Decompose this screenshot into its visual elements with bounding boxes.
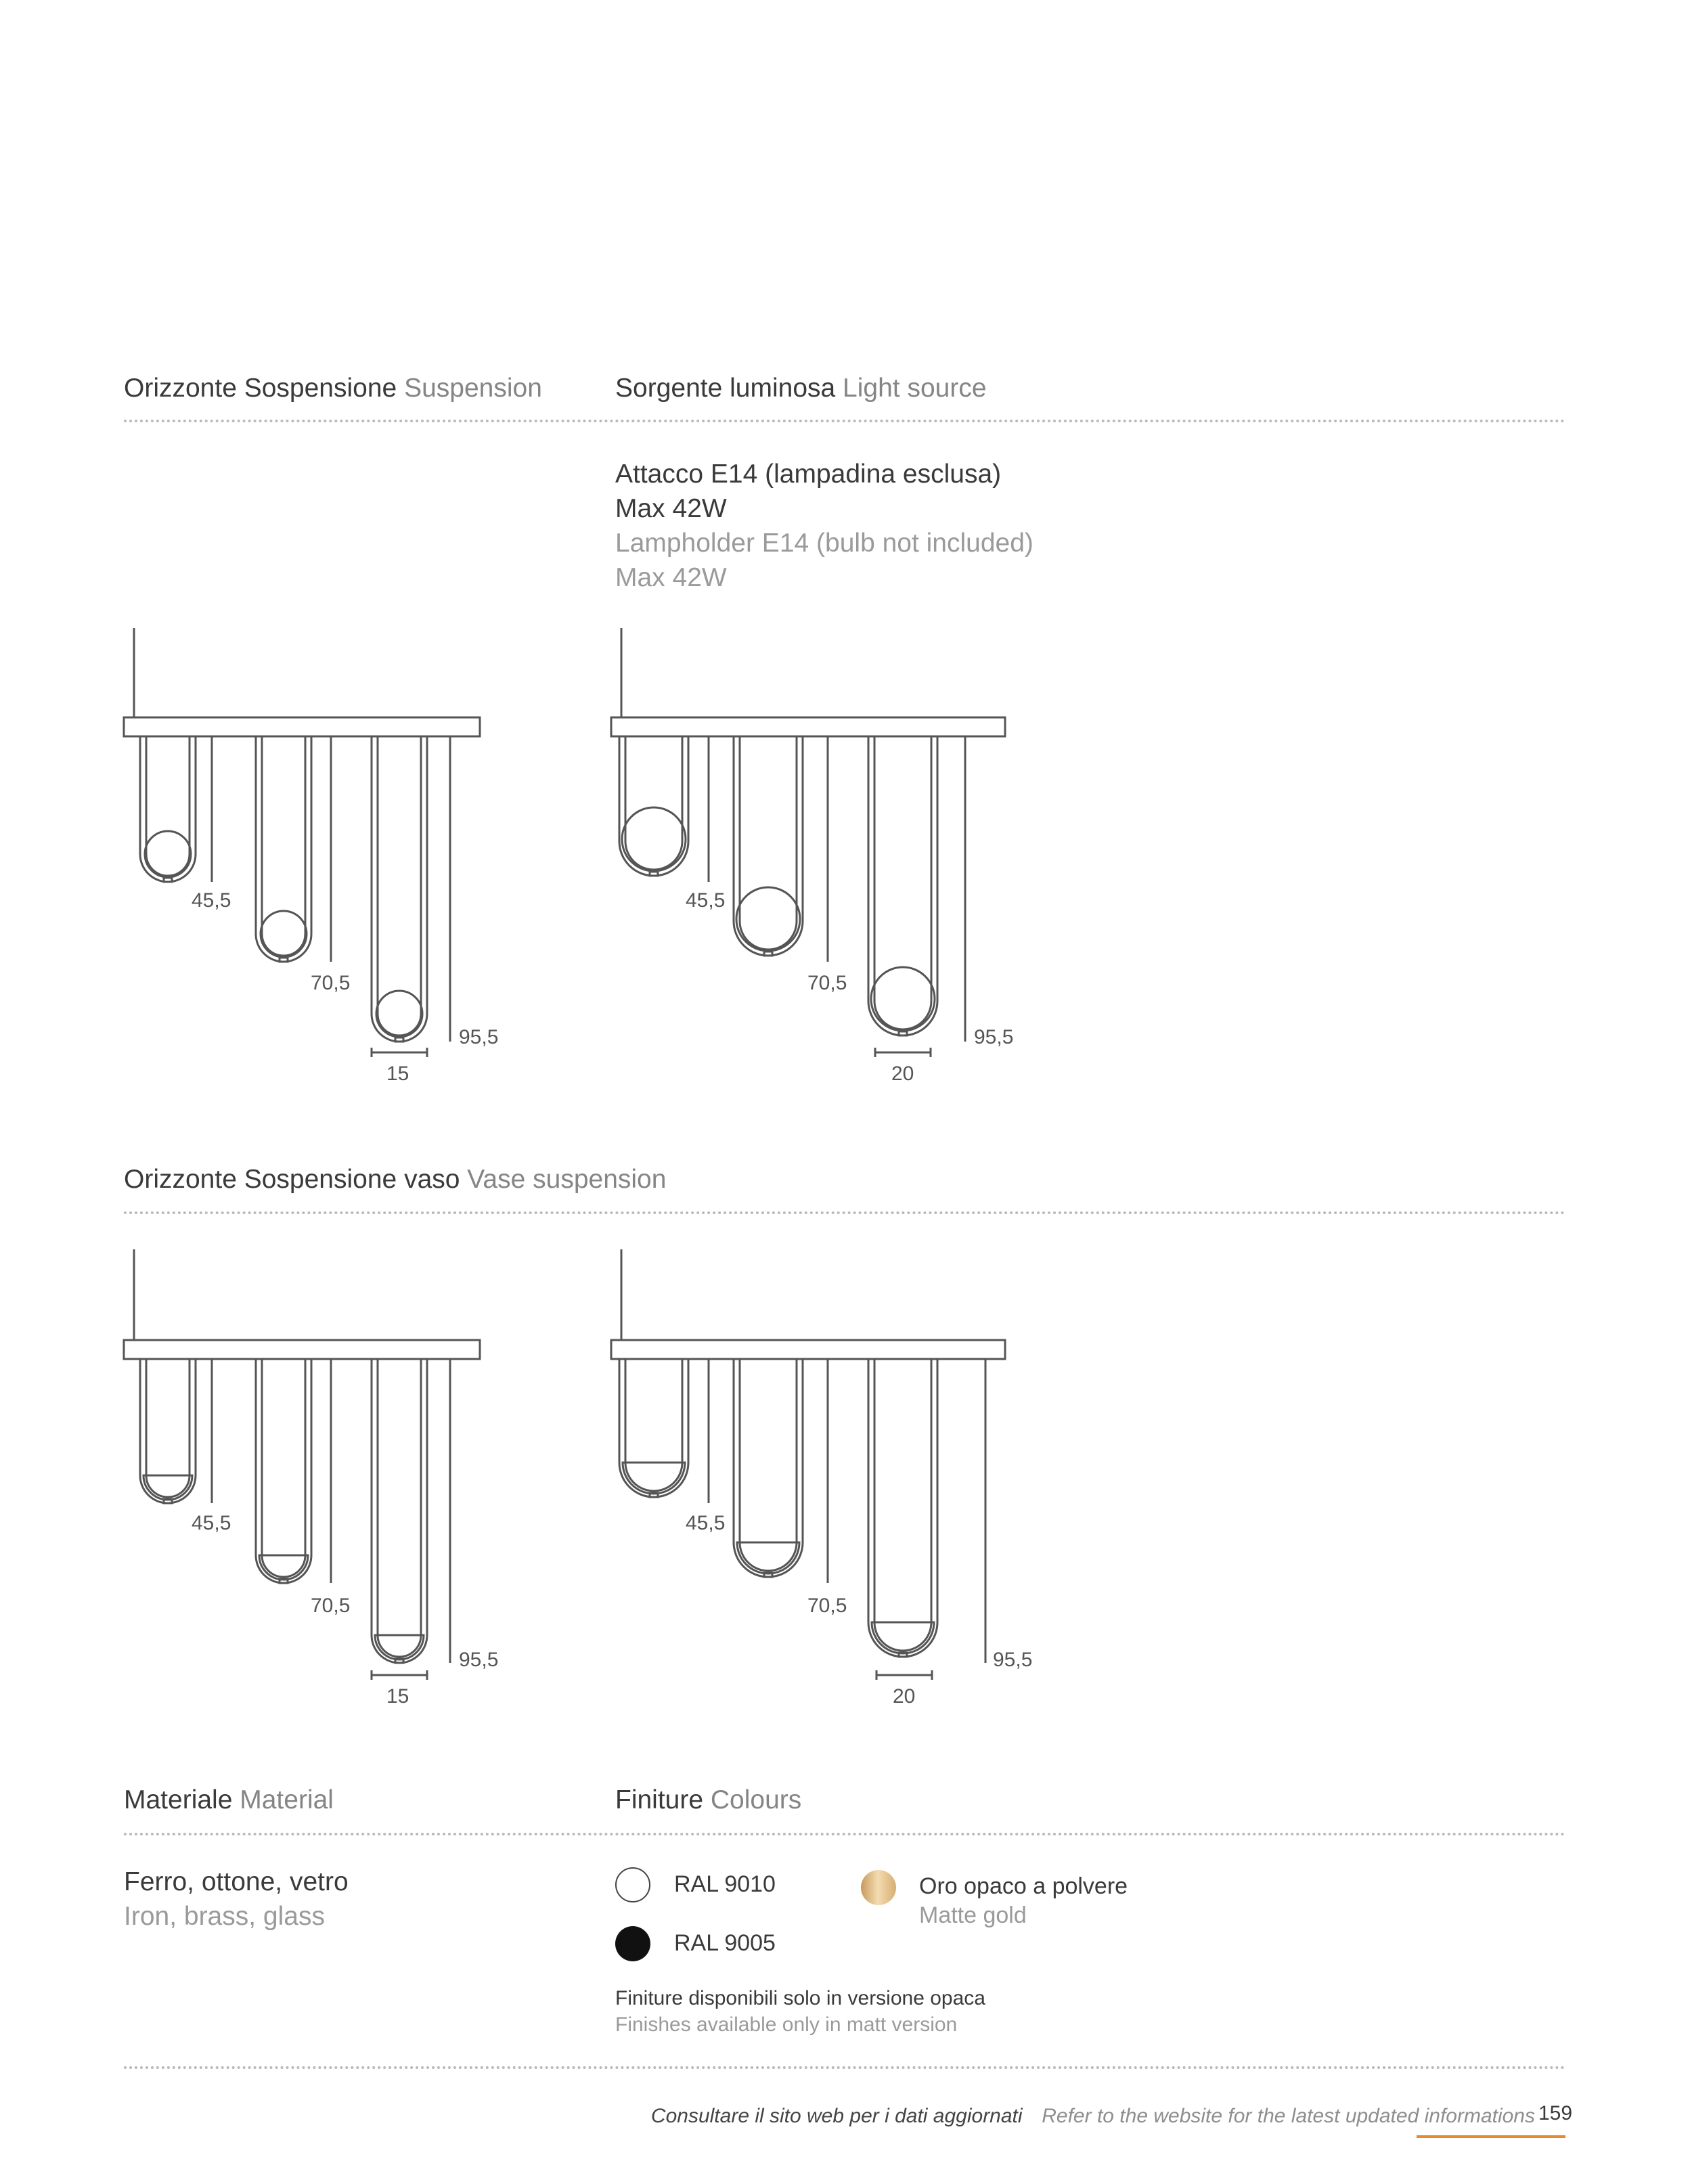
dim-drop-3: 95,5 <box>459 1649 499 1671</box>
material-value-it: Ferro, ottone, vetro <box>124 1867 349 1896</box>
dim-drop-2: 70,5 <box>807 972 847 994</box>
dim-drop-1: 45,5 <box>192 1512 231 1534</box>
dim-drop-3: 95,5 <box>459 1026 499 1048</box>
swatch-label-en: Matte gold <box>919 1902 1027 1928</box>
dim-drop-2: 70,5 <box>311 972 351 994</box>
light-source-heading-en: Light source <box>843 374 987 403</box>
footer-note <box>651 2105 1535 2128</box>
dim-drop-1: 45,5 <box>686 889 726 912</box>
swatch-ral-9005 <box>615 1926 650 1961</box>
colours-heading-it: Finiture <box>615 1785 704 1814</box>
dim-width: 20 <box>893 1685 916 1708</box>
swatch-ral-9010 <box>615 1867 650 1902</box>
light-source-heading-it: Sorgente luminosa <box>615 374 836 403</box>
drawing-vase-small <box>124 1249 480 1680</box>
divider <box>124 2066 1565 2069</box>
light-source-line-en: Max 42W <box>615 563 727 592</box>
divider <box>124 1833 1565 1835</box>
light-source-line: Max 42W <box>615 494 727 523</box>
colours-heading <box>615 1785 801 1815</box>
matte-gold-label <box>919 1873 1128 1929</box>
swatch-label: RAL 9005 <box>674 1930 776 1956</box>
vase-heading <box>124 1165 666 1195</box>
dim-drop-1: 45,5 <box>192 889 231 912</box>
swatch-label: Oro opaco a polvere <box>919 1873 1128 1899</box>
footer-note-en: Refer to the website for the latest updated informations <box>1042 2105 1535 2127</box>
colours-heading-en: Colours <box>710 1785 802 1814</box>
vase-heading-en: Vase suspension <box>467 1165 667 1194</box>
dim-drop-3: 95,5 <box>974 1026 1014 1048</box>
swatch-matte-gold <box>861 1870 896 1905</box>
material-heading <box>124 1785 334 1815</box>
dim-width: 20 <box>891 1063 914 1085</box>
light-source-line-en: Lampholder E14 (bulb not included) <box>615 529 1033 558</box>
dim-width: 15 <box>386 1685 409 1708</box>
dim-width: 15 <box>386 1063 409 1085</box>
page-number: 159 <box>1538 2102 1573 2124</box>
light-source-line: Attacco E14 (lampadina esclusa) <box>615 460 1002 489</box>
divider <box>124 1211 1565 1214</box>
material-heading-it: Materiale <box>124 1785 233 1814</box>
dim-drop-1: 45,5 <box>686 1512 726 1534</box>
swatch-label: RAL 9010 <box>674 1871 776 1897</box>
material-value-en: Iron, brass, glass <box>124 1902 325 1931</box>
material-value <box>124 1865 349 1934</box>
dim-drop-2: 70,5 <box>807 1595 847 1617</box>
finish-note <box>615 1985 985 2038</box>
footer-note-it: Consultare il sito web per i dati aggiornati <box>650 2105 1023 2127</box>
finish-note-it: Finiture disponibili solo in versione opaca <box>615 1987 985 2009</box>
material-heading-en: Material <box>240 1785 334 1814</box>
suspension-heading-en: Suspension <box>404 374 542 403</box>
drawing-suspension-small <box>124 628 480 1057</box>
dim-drop-2: 70,5 <box>311 1595 351 1617</box>
vase-heading-it: Orizzonte Sospensione vaso <box>124 1165 460 1194</box>
suspension-heading-it: Orizzonte Sospensione <box>124 374 397 403</box>
dim-drop-3: 95,5 <box>993 1649 1033 1671</box>
footer-accent-line <box>1417 2135 1565 2138</box>
finish-note-en: Finishes available only in matt version <box>615 2013 958 2036</box>
